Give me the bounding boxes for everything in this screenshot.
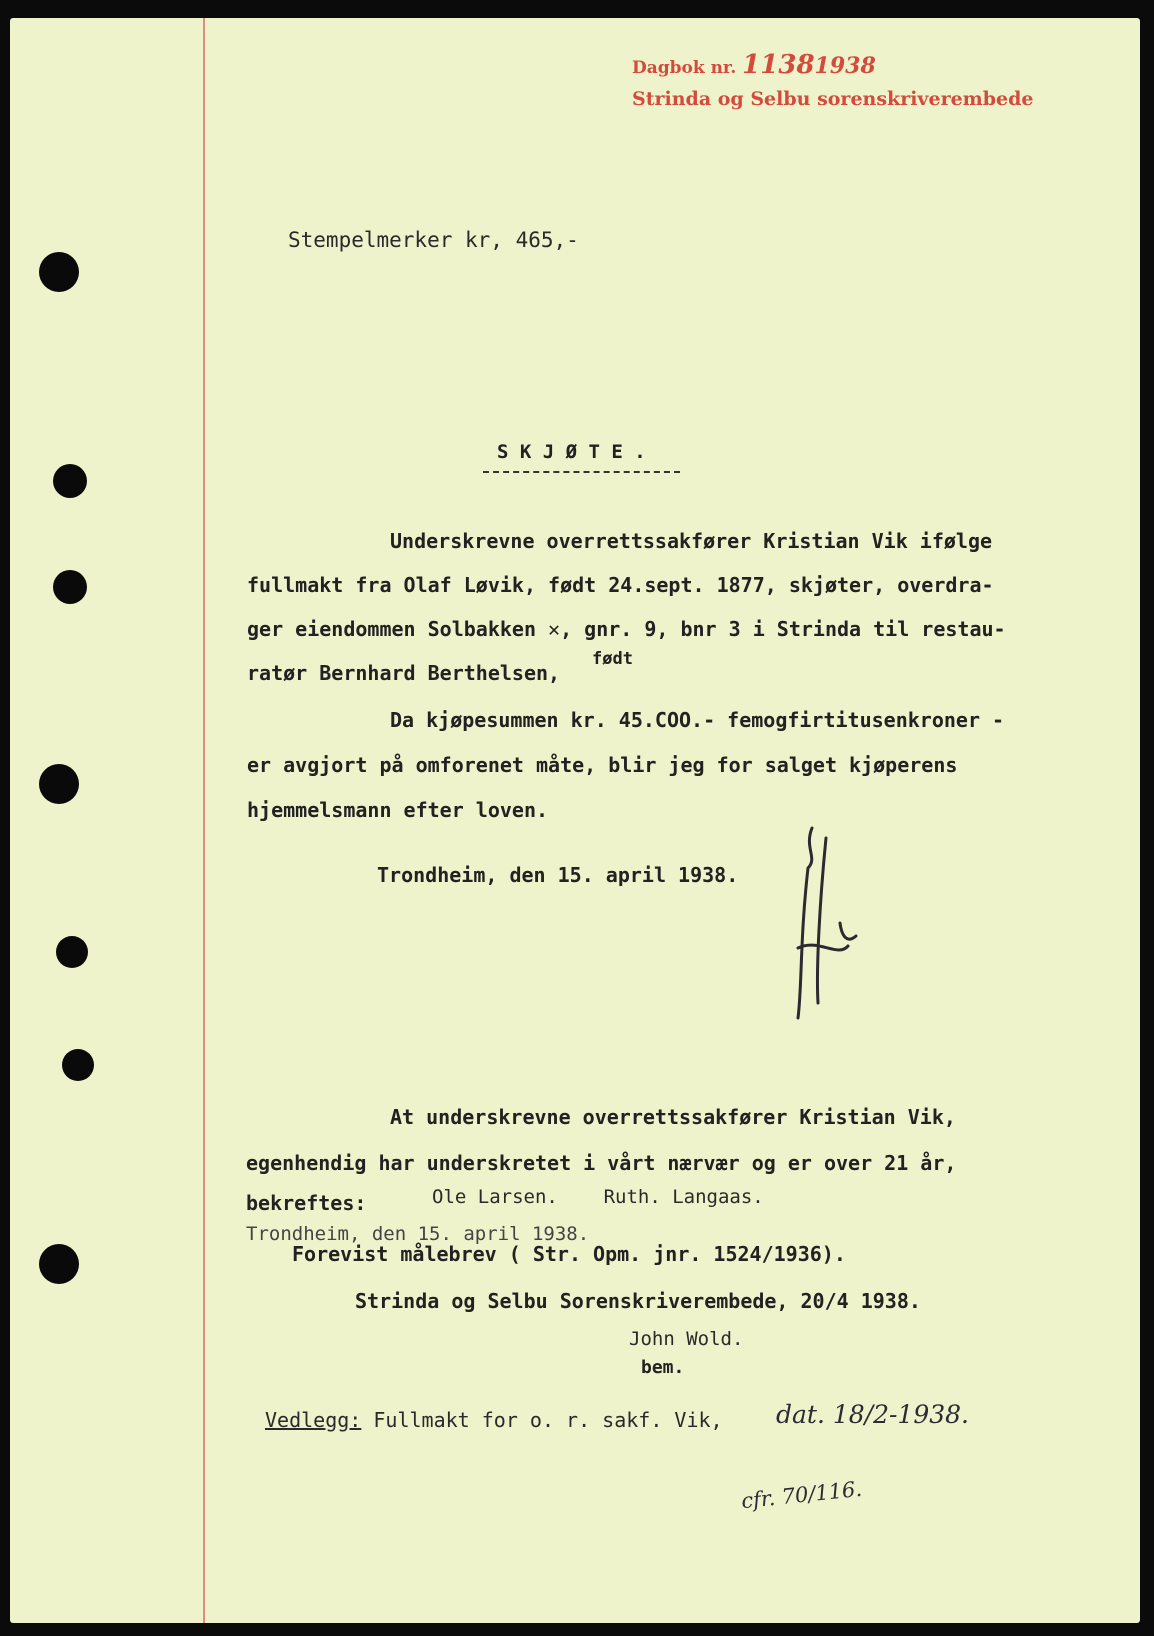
stamp-duty-line: Stempelmerker kr, 465,- xyxy=(288,228,579,252)
journal-stamp-line-1 xyxy=(632,50,876,80)
witness-names: Ole Larsen. Ruth. Langaas. xyxy=(432,1186,764,1208)
punch-hole xyxy=(39,252,79,292)
registrar-name: John Wold. xyxy=(629,1328,744,1350)
attachment-date-handwritten: dat. 18/2-1938. xyxy=(776,1400,970,1429)
body-line: Da kjøpesummen kr. 45.COO.- femogfirtitusenkroner - xyxy=(390,708,1005,732)
punch-hole xyxy=(39,1244,79,1284)
attachment-label: Vedlegg: xyxy=(265,1408,362,1432)
witness-place-date: Trondheim, den 15. april 1938. xyxy=(246,1223,590,1245)
body-line: ger eiendommen Solbakken ✕, gnr. 9, bnr 3 i Strinda til restau- xyxy=(247,617,1006,641)
punch-hole xyxy=(39,764,79,804)
stamp-number: 1138 xyxy=(742,50,815,80)
registration-line: Strinda og Selbu Sorenskriverembede, 20/4 1938. xyxy=(355,1289,921,1313)
attachment-line xyxy=(265,1408,723,1432)
punch-hole xyxy=(62,1049,94,1081)
witness-line: egenhendig har underskretet i vårt nærvær og er over 21 år, xyxy=(246,1151,957,1175)
document-page xyxy=(10,18,1140,1623)
registrar-title: bem. xyxy=(641,1357,685,1378)
punch-hole xyxy=(53,570,87,604)
signature-mark xyxy=(778,818,868,1028)
body-line: hjemmelsmann efter loven. xyxy=(247,798,549,822)
place-date: Trondheim, den 15. april 1938. xyxy=(377,863,739,887)
punch-hole xyxy=(56,936,88,968)
registration-line: Forevist målebrev ( Str. Opm. jnr. 1524/1936). xyxy=(292,1242,846,1266)
attachment-text: Fullmakt for o. r. sakf. Vik, xyxy=(373,1408,723,1432)
body-line: ratør Bernhard Berthelsen, xyxy=(247,661,561,685)
body-line: fullmakt fra Olaf Løvik, født 24.sept. 1877, skjøter, overdra- xyxy=(247,573,994,597)
body-line: er avgjort på omforenet måte, blir jeg for salget kjøperens xyxy=(247,753,958,777)
punch-hole xyxy=(53,464,87,498)
witness-line: At underskrevne overrettssakfører Kristian Vik, xyxy=(390,1105,956,1129)
margin-line xyxy=(203,18,205,1623)
title-underline xyxy=(483,471,680,473)
body-insert: født xyxy=(592,649,633,669)
stamp-year: 1938 xyxy=(814,53,876,79)
margin-note-handwritten: cfr. 70/116. xyxy=(740,1476,864,1514)
body-line: Underskrevne overrettssakfører Kristian Vik ifølge xyxy=(390,529,993,553)
witness-label: bekreftes: xyxy=(246,1191,367,1215)
stamp-prefix: Dagbok nr. xyxy=(632,58,737,78)
document-title: S K J Ø T E . xyxy=(497,441,646,463)
journal-stamp-line-2: Strinda og Selbu sorenskriverembede xyxy=(632,88,1034,110)
